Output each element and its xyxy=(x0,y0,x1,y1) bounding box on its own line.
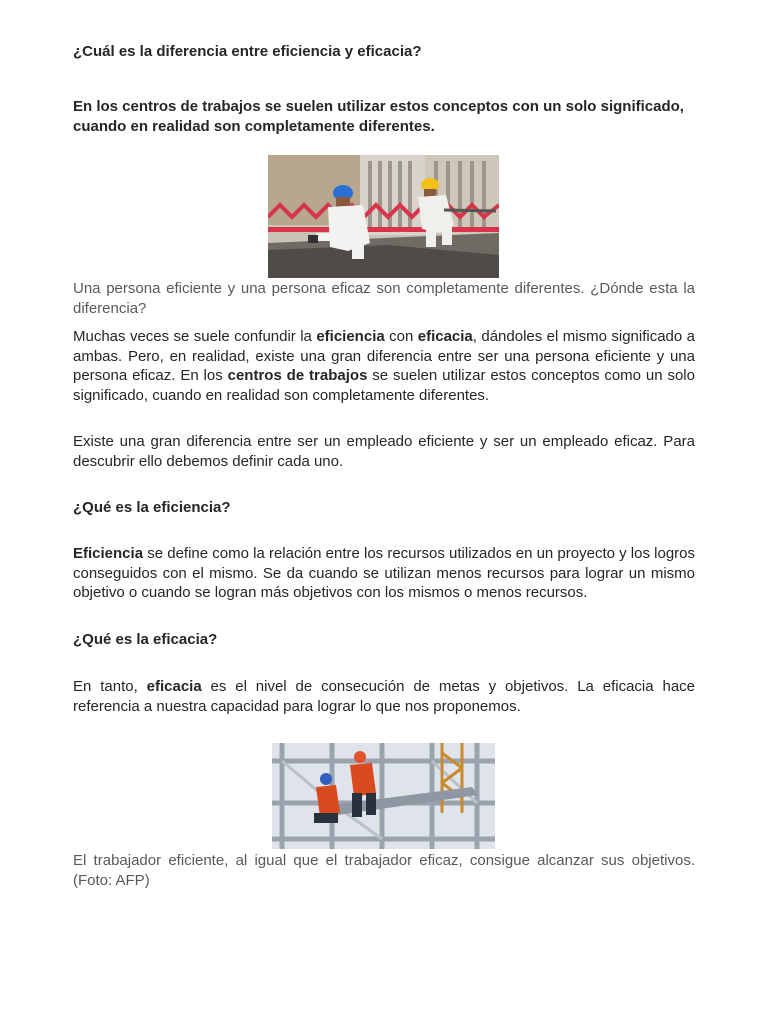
paragraph-eficacia xyxy=(73,677,695,716)
text-run: En tanto, xyxy=(73,678,147,695)
page-title: ¿Cuál es la diferencia entre eficiencia y eficacia? xyxy=(73,43,422,60)
steel-structure-workers-photo xyxy=(272,743,495,849)
bold-term: eficacia xyxy=(146,678,202,695)
intro-paragraph: En los centros de trabajos se suelen utilizar estos conceptos con un solo significado, cuando en realidad son completamente diferentes. xyxy=(73,98,684,135)
text-run: es el nivel de consecución de metas y objetivos. La eficacia hace referencia a nuestra capacidad para lograr lo que nos proponemos. xyxy=(73,678,696,715)
bold-term: eficacia xyxy=(417,328,473,345)
bold-term: centros de trabajos xyxy=(227,367,368,384)
image-caption-2: El trabajador eficiente, al igual que el trabajador eficaz, consigue alcanzar sus objetivos. (Foto: AFP) xyxy=(73,852,695,889)
paragraph-difference: Existe una gran diferencia entre ser un empleado eficiente y ser un empleado eficaz. Para descubrir ello debemos definir cada uno. xyxy=(73,433,695,470)
heading-eficacia: ¿Qué es la eficacia? xyxy=(73,631,218,648)
text-run: Muchas veces se suele confundir la xyxy=(73,328,317,345)
text-run: , dándoles el mismo significado a ambas. Pero, en realidad, existe una gran diferencia entre ser una persona eficiente y una persona eficaz. En los xyxy=(73,328,695,384)
paragraph-eficiencia xyxy=(73,544,695,603)
heading-eficiencia: ¿Qué es la eficiencia? xyxy=(73,499,231,516)
construction-workers-photo xyxy=(268,155,499,278)
text-run: se define como la relación entre los recursos utilizados en un proyecto y los logros conseguidos con el mismo. Se da cuando se utilizan menos recursos para lograr un mismo objetivo o cuando se logran más objetivos con los mismos o menos recursos. xyxy=(73,545,695,601)
bold-term: Eficiencia xyxy=(73,545,144,562)
paragraph-intro-body xyxy=(73,327,695,405)
bold-term: eficiencia xyxy=(316,328,385,345)
construction-workers-illustration xyxy=(268,155,499,278)
steel-structure-illustration xyxy=(272,743,495,849)
image-caption-1: Una persona eficiente y una persona eficaz son completamente diferentes. ¿Dónde esta la diferencia? xyxy=(73,280,695,317)
text-run: se suelen utilizar estos conceptos como un solo significado, cuando en realidad son completamente diferentes. xyxy=(73,367,695,404)
text-run: con xyxy=(384,328,418,345)
